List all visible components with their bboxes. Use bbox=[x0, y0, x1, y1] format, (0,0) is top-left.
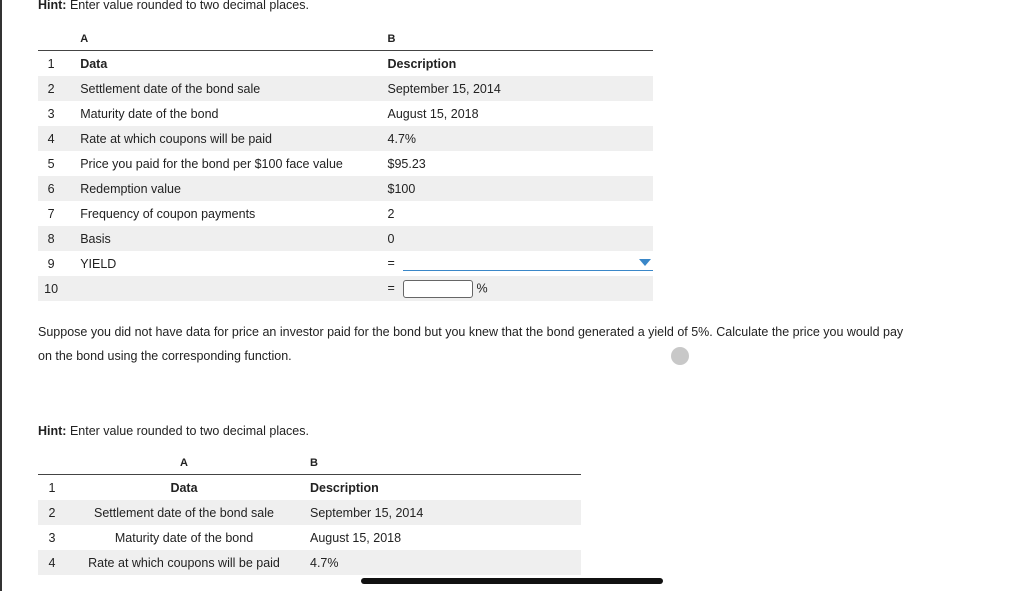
row-number: 5 bbox=[47, 156, 55, 171]
equals-sign: = bbox=[387, 255, 395, 270]
cell-a: Redemption value bbox=[64, 176, 347, 201]
cell-a: Settlement date of the bond sale bbox=[66, 500, 302, 525]
cell-b: 2 bbox=[387, 206, 395, 221]
hint-2-label: Hint: bbox=[38, 424, 67, 438]
cell-a: Settlement date of the bond sale bbox=[64, 76, 347, 101]
cell-b: August 15, 2018 bbox=[387, 106, 479, 121]
bond-data-table bbox=[38, 28, 653, 301]
row-number: 1 bbox=[47, 56, 55, 71]
row-number: 10 bbox=[38, 276, 64, 301]
percent-suffix: % bbox=[476, 280, 488, 295]
cell-a: Rate at which coupons will be paid bbox=[66, 550, 302, 575]
row-number: 4 bbox=[38, 126, 64, 151]
cell-b: $95.23 bbox=[387, 156, 426, 171]
cell-b: Description bbox=[387, 56, 457, 71]
row-number: 7 bbox=[47, 206, 55, 221]
row-number: 8 bbox=[38, 226, 64, 251]
cell-a: Data bbox=[80, 56, 108, 71]
row-number: 2 bbox=[38, 76, 64, 101]
price-data-table bbox=[38, 452, 581, 575]
cell-b: Description bbox=[310, 480, 379, 495]
cell-a: Maturity date of the bond bbox=[114, 530, 254, 545]
cell-a: Data bbox=[170, 480, 198, 495]
table-row bbox=[38, 276, 653, 301]
function-dropdown[interactable] bbox=[403, 256, 653, 271]
row-number: 3 bbox=[47, 106, 55, 121]
table-row bbox=[38, 500, 581, 525]
cell-b: September 15, 2014 bbox=[348, 76, 653, 101]
hint-1-text: Enter value rounded to two decimal places. bbox=[69, 0, 309, 12]
row-number: 9 bbox=[47, 256, 55, 271]
cell-a bbox=[64, 276, 347, 301]
table-row bbox=[38, 475, 581, 501]
table-row bbox=[38, 525, 581, 550]
table-row bbox=[38, 550, 581, 575]
equals-sign: = bbox=[387, 280, 395, 295]
hint-1 bbox=[38, 0, 309, 12]
table-row bbox=[38, 201, 653, 226]
cell-a: YIELD bbox=[80, 256, 117, 271]
hint-1-label: Hint: bbox=[38, 0, 67, 12]
row-number: 4 bbox=[38, 550, 66, 575]
cell-a: Frequency of coupon payments bbox=[80, 206, 256, 221]
row-number: 3 bbox=[48, 530, 56, 545]
cell-b: 0 bbox=[348, 226, 653, 251]
table-row bbox=[38, 226, 653, 251]
table-row bbox=[38, 126, 653, 151]
cursor-dot bbox=[671, 347, 689, 365]
row-number: 6 bbox=[38, 176, 64, 201]
cell-a: Rate at which coupons will be paid bbox=[64, 126, 347, 151]
horizontal-scrollbar[interactable] bbox=[361, 578, 663, 584]
table-row bbox=[38, 51, 653, 77]
row-number: 2 bbox=[38, 500, 66, 525]
cell-b: 4.7% bbox=[348, 126, 653, 151]
hint-2 bbox=[38, 424, 309, 438]
left-border bbox=[0, 0, 2, 591]
chevron-down-icon[interactable] bbox=[639, 259, 651, 266]
column-b-header: B bbox=[348, 28, 653, 51]
cell-b: August 15, 2018 bbox=[310, 530, 402, 545]
cell-b: $100 bbox=[348, 176, 653, 201]
row-number: 1 bbox=[48, 480, 56, 495]
column-a-header: A bbox=[64, 28, 347, 51]
question-text: Suppose you did not have data for price an investor paid for the bond but you knew that the bond generated a yield of 5%. Calculate the price you would pay on the bond using the corresponding function. bbox=[38, 325, 904, 363]
table-row bbox=[38, 101, 653, 126]
cell-a: Basis bbox=[64, 226, 347, 251]
table-row bbox=[38, 251, 653, 276]
table-row bbox=[38, 176, 653, 201]
cell-b: 4.7% bbox=[302, 550, 581, 575]
column-header-row bbox=[38, 28, 653, 51]
table-row bbox=[38, 151, 653, 176]
column-a-header: A bbox=[66, 452, 302, 475]
cell-b: September 15, 2014 bbox=[302, 500, 581, 525]
cell-a: Price you paid for the bond per $100 face value bbox=[80, 156, 343, 171]
hint-2-text: Enter value rounded to two decimal places. bbox=[69, 424, 309, 438]
answer-cell bbox=[348, 276, 653, 301]
yield-cell bbox=[348, 251, 653, 276]
cell-a: Maturity date of the bond bbox=[80, 106, 219, 121]
column-b-header: B bbox=[302, 452, 581, 475]
column-header-row bbox=[38, 452, 581, 475]
table-row bbox=[38, 76, 653, 101]
yield-answer-input[interactable] bbox=[403, 280, 473, 298]
